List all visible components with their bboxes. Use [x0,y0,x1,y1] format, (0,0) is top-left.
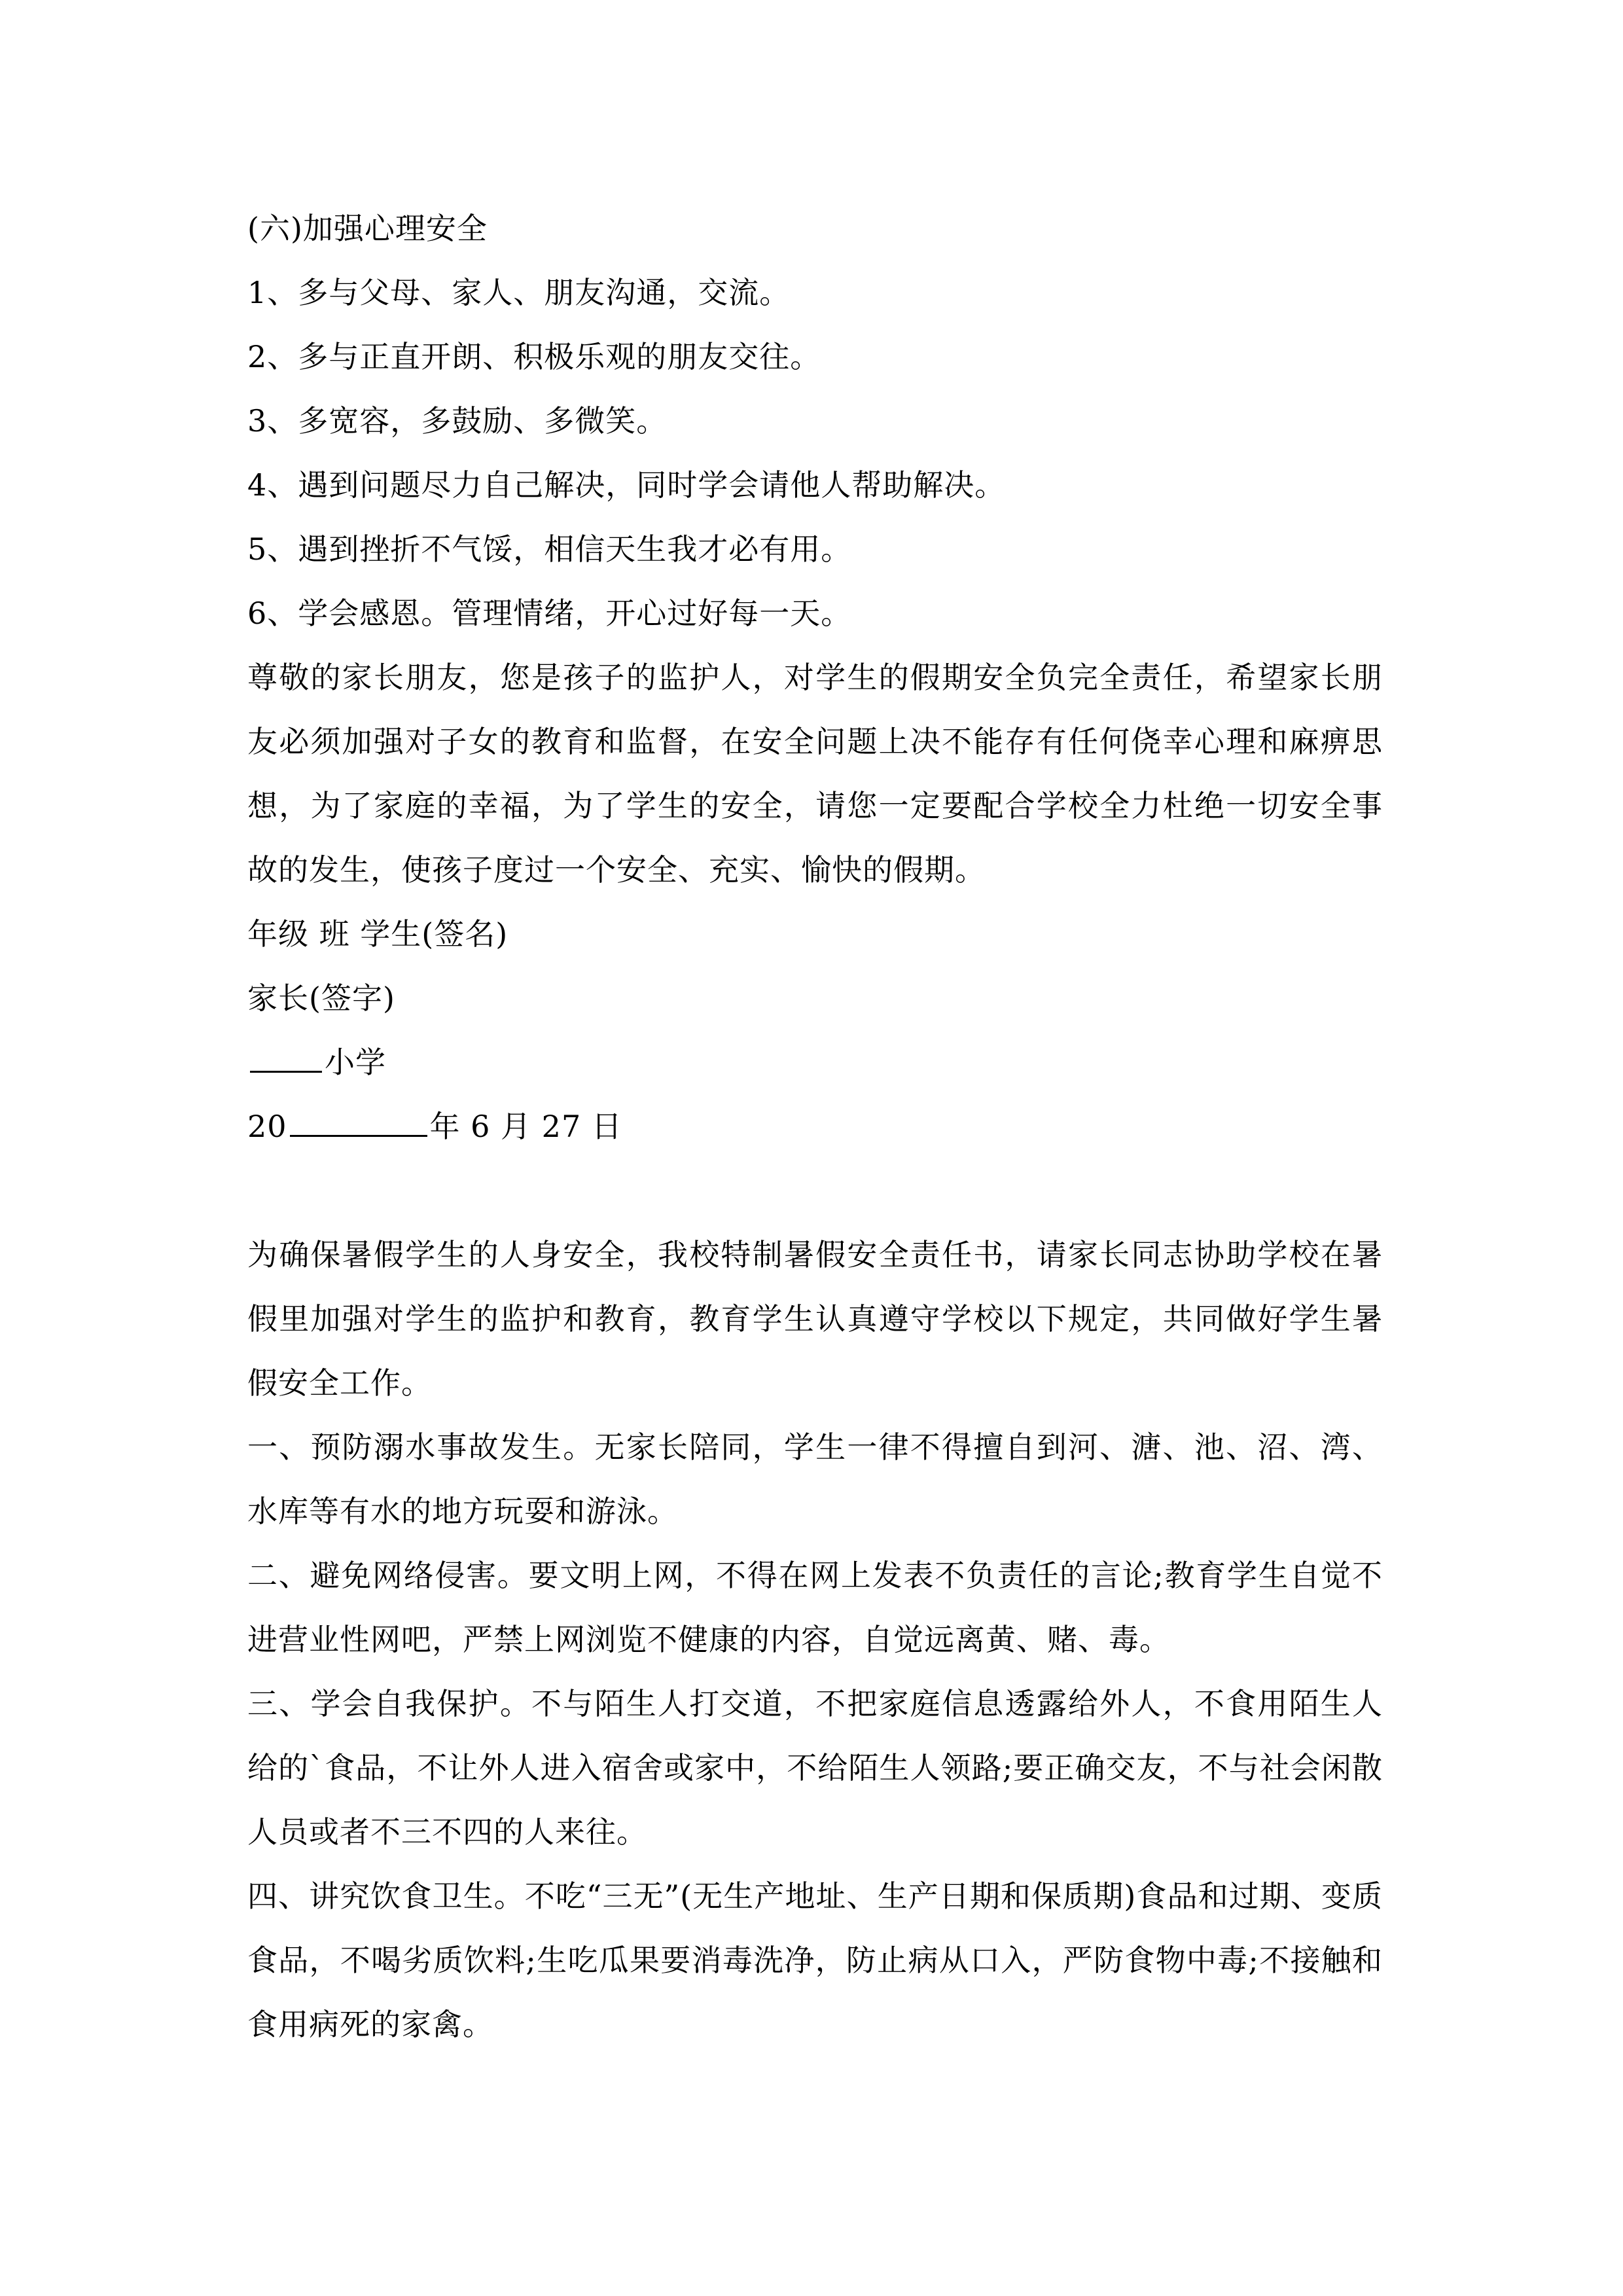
list-item: 6、学会感恩。管理情绪，开心过好每一天。 [247,596,852,631]
section-heading: (六)加强心理安全 [247,211,488,246]
list-item: 5、遇到挫折不气馁，相信天生我才必有用。 [247,531,852,567]
list-item: 3、多宽容，多鼓励、多微笑。 [247,403,668,439]
date-line [247,1094,1383,1158]
parent-notice-paragraph: 尊敬的家长朋友，您是孩子的监护人，对学生的假期安全负完全责任，希望家长朋友必须加强对子女的教育和监督，在安全问题上决不能存有任何侥幸心理和麻痹思想，为了家庭的幸福，为了学生的安全，请您一定要配合学校全力杜绝一切安全事故的发生，使孩子度过一个安全、充实、愉快的假期。 [247,660,1383,888]
rule-paragraph: 一、预防溺水事故发生。无家长陪同，学生一律不得擅自到河、溏、池、沼、湾、水库等有水的地方玩耍和游泳。 [247,1429,1383,1529]
parent-signature-line: 家长(签字) [247,980,395,1016]
school-name-blank [250,1047,322,1073]
section-gap [247,1158,1383,1223]
rule-paragraph: 三、学会自我保护。不与陌生人打交道，不把家庭信息透露给外人，不食用陌生人给的`食品，不让外人进入宿舍或家中，不给陌生人领路;要正确交友，不与社会闲散人员或者不三不四的人来往。 [247,1686,1383,1850]
list-item: 1、多与父母、家人、朋友沟通，交流。 [247,275,791,310]
date-prefix: 20 [247,1109,287,1144]
list-item: 2、多与正直开朗、积极乐观的朋友交往。 [247,339,821,374]
school-suffix: 小学 [325,1045,386,1080]
list-item: 4、遇到问题尽力自己解决，同时学会请他人帮助解决。 [247,467,1006,503]
school-name-line [247,1030,1383,1094]
date-year-blank [290,1111,427,1137]
document-body [247,196,1383,2056]
date-suffix: 年 6 月 27 日 [429,1109,622,1144]
student-signature-line: 年级 班 学生(签名) [247,916,508,952]
rule-paragraph: 二、避免网络侵害。要文明上网，不得在网上发表不负责任的言论;教育学生自觉不进营业性网吧，严禁上网浏览不健康的内容，自觉远离黄、赌、毒。 [247,1558,1383,1657]
intro-paragraph: 为确保暑假学生的人身安全，我校特制暑假安全责任书，请家长同志协助学校在暑假里加强对学生的监护和教育，教育学生认真遵守学校以下规定，共同做好学生暑假安全工作。 [247,1237,1383,1401]
rule-paragraph: 四、讲究饮食卫生。不吃“三无”(无生产地址、生产日期和保质期)食品和过期、变质食品，不喝劣质饮料;生吃瓜果要消毒洗净，防止病从口入，严防食物中毒;不接触和食用病死的家禽。 [247,1878,1383,2042]
